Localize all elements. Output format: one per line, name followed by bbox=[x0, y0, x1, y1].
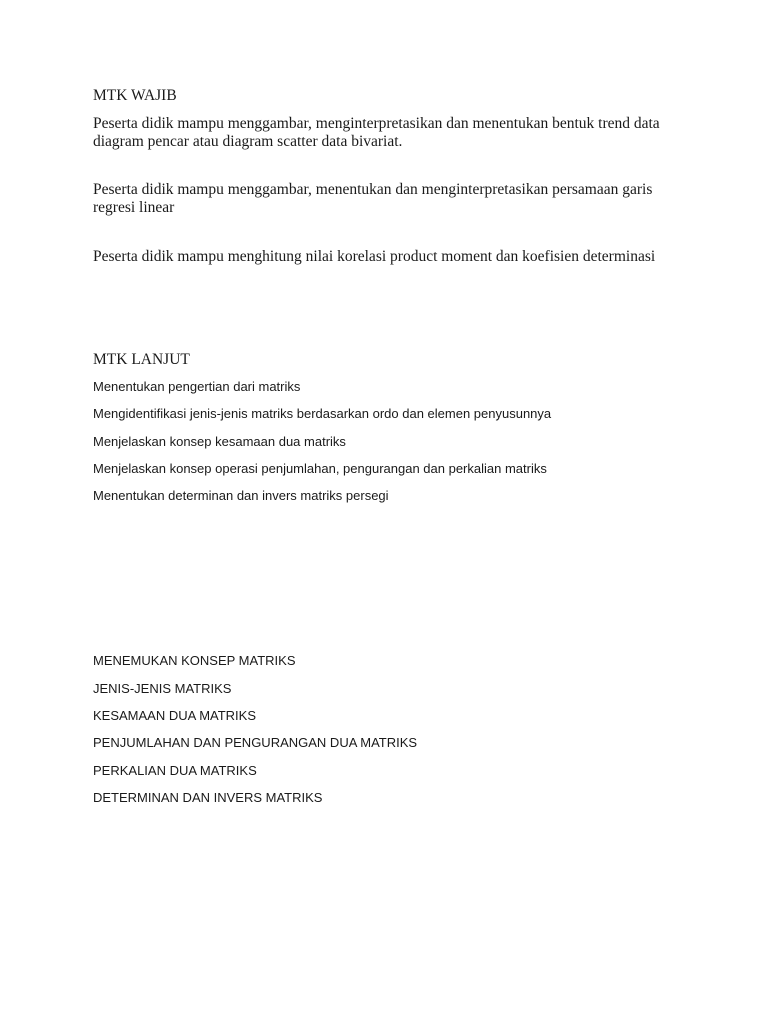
wajib-paragraph: Peserta didik mampu menghitung nilai korelasi product moment dan koefisien determinasi bbox=[93, 248, 656, 265]
topic-item: PENJUMLAHAN DAN PENGURANGAN DUA MATRIKS bbox=[93, 735, 418, 750]
wajib-paragraph: Peserta didik mampu menggambar, menginterpretasikan dan menentukan bentuk trend data diagram pencar atau diagram scatter data bivariat. bbox=[93, 115, 660, 150]
lanjut-item: Menjelaskan konsep kesamaan dua matriks bbox=[93, 434, 346, 449]
topic-item: MENEMUKAN KONSEP MATRIKS bbox=[93, 653, 296, 668]
lanjut-item: Menentukan pengertian dari matriks bbox=[93, 379, 301, 394]
section-heading-wajib: MTK WAJIB bbox=[93, 87, 177, 104]
topic-item: DETERMINAN DAN INVERS MATRIKS bbox=[93, 790, 323, 805]
topic-item: PERKALIAN DUA MATRIKS bbox=[93, 763, 257, 778]
lanjut-item: Mengidentifikasi jenis-jenis matriks berdasarkan ordo dan elemen penyusunnya bbox=[93, 406, 552, 421]
topic-item: KESAMAAN DUA MATRIKS bbox=[93, 708, 257, 723]
wajib-paragraph: Peserta didik mampu menggambar, menentukan dan menginterpretasikan persamaan garis regresi linear bbox=[93, 181, 653, 216]
topic-item: JENIS-JENIS MATRIKS bbox=[93, 681, 232, 696]
lanjut-item: Menentukan determinan dan invers matriks persegi bbox=[93, 488, 389, 503]
section-heading-lanjut: MTK LANJUT bbox=[93, 351, 190, 368]
lanjut-item: Menjelaskan konsep operasi penjumlahan, pengurangan dan perkalian matriks bbox=[93, 461, 547, 476]
